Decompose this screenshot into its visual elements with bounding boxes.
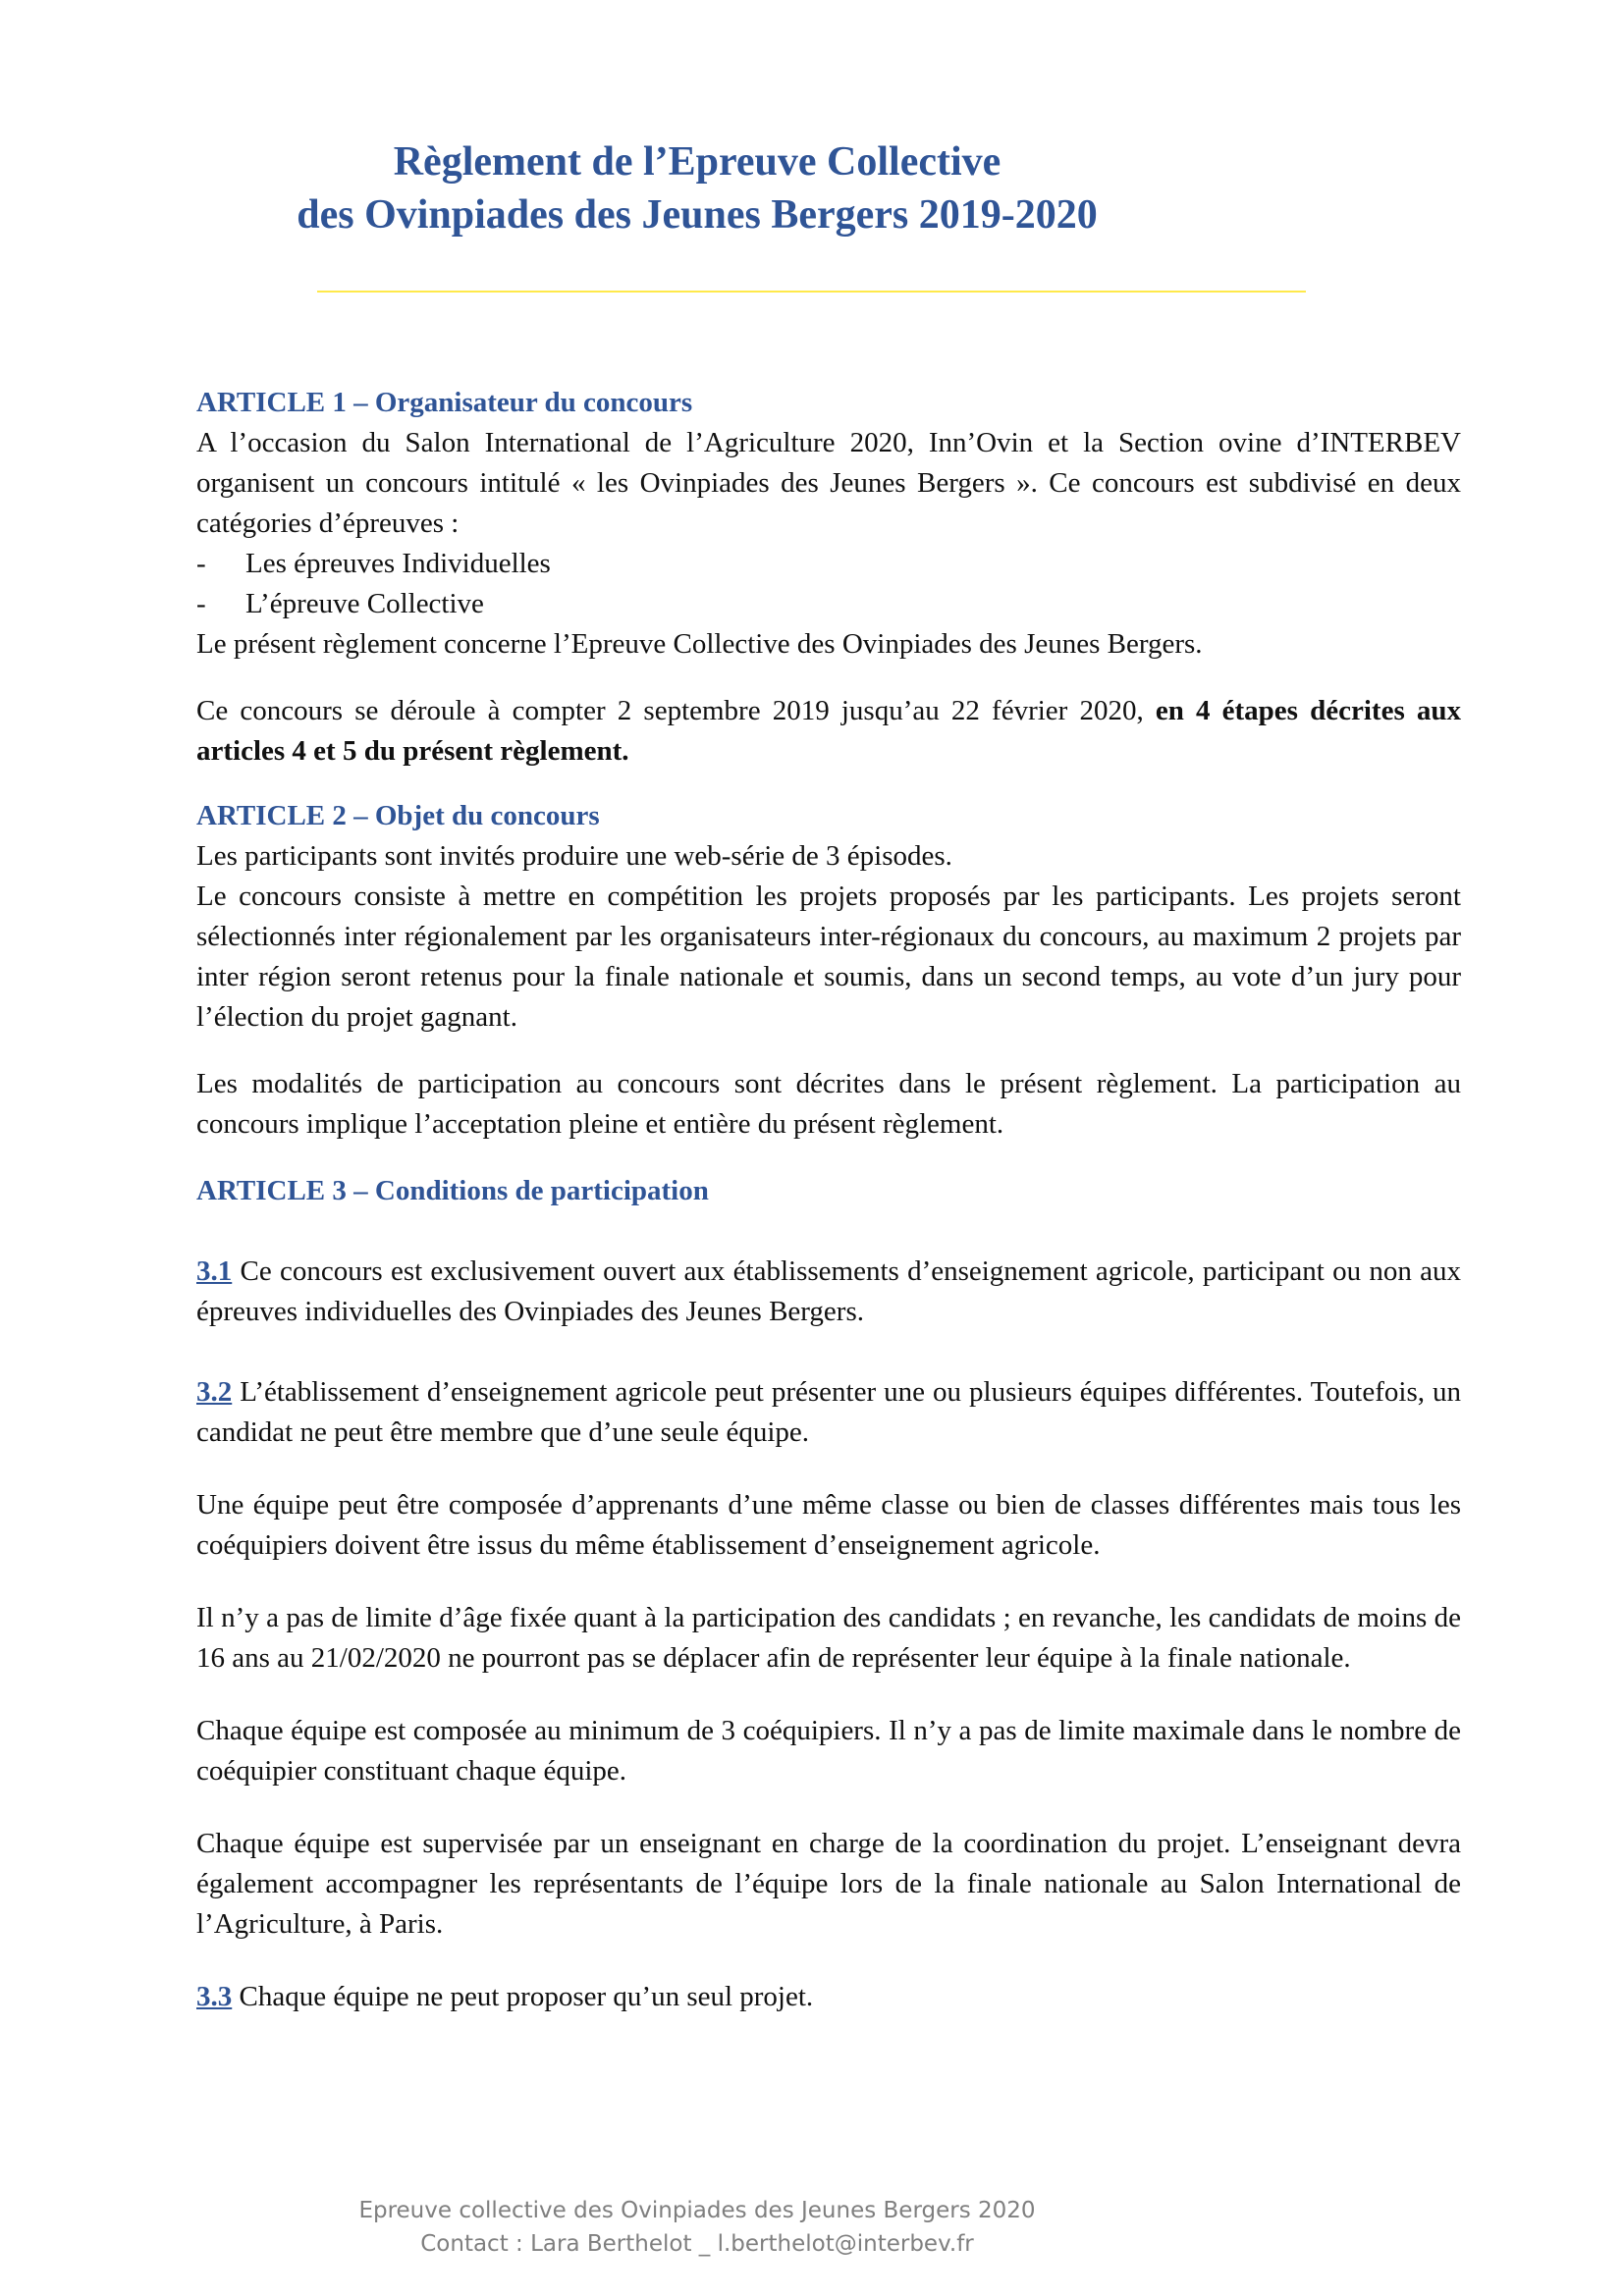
document-title [0,135,1394,241]
article-2-heading: ARTICLE 2 – Objet du concours [196,800,600,831]
list-item-text: Les épreuves Individuelles [245,548,551,579]
page-footer [0,2194,1394,2261]
footer-contact: Contact : Lara Berthelot _ l.berthelot@interbev.fr [420,2231,974,2257]
section-3-3 [196,1977,1461,2017]
team-composition-paragraph: Une équipe peut être composée d’apprenants d’une même classe ou bien de classes différentes mais tous les coéquipiers doivent être issus du même établissement d’enseignement agricole. [196,1489,1461,1561]
stages-text: en 4 étapes décrites aux articles 4 et 5 du présent règlement. [196,695,1461,767]
period-text: Ce concours se déroule à compter 2 septembre 2019 jusqu’au 22 février 2020, [196,695,1156,726]
document-body [196,383,1461,2017]
team-size-paragraph: Chaque équipe est composée au minimum de 3 coéquipiers. Il n’y a pas de limite maximale dans le nombre de coéquipier constituant chaque équipe. [196,1715,1461,1787]
article-2-paragraph-3: Les modalités de participation au concours sont décrites dans le présent règlement. La participation au concours implique l’acceptation pleine et entière du présent règlement. [196,1068,1461,1140]
article-1-paragraph-2: Le présent règlement concerne l’Epreuve Collective des Ovinpiades des Jeunes Bergers. [196,628,1203,660]
footer-title: Epreuve collective des Ovinpiades des Jeunes Bergers 2020 [358,2198,1036,2223]
section-3-1 [196,1252,1461,1332]
supervision-paragraph: Chaque équipe est supervisée par un enseignant en charge de la coordination du projet. L’enseignant devra également accompagner les représentants de l’équipe lors de la finale nationale au Salon International de l’Agriculture, à Paris. [196,1828,1461,1940]
article-2-paragraph-1: Les participants sont invités produire une web-série de 3 épisodes. [196,840,952,872]
title-divider [317,291,1306,293]
title-line-2: des Ovinpiades des Jeunes Bergers 2019-2020 [297,192,1098,238]
article-3-heading: ARTICLE 3 – Conditions de participation [196,1175,709,1206]
list-item [196,584,1461,624]
title-line-1: Règlement de l’Epreuve Collective [393,139,1001,185]
section-3-1-text: Ce concours est exclusivement ouvert aux établissements d’enseignement agricole, participant ou non aux épreuves individuelles des Ovinpiades des Jeunes Bergers. [196,1255,1461,1327]
section-3-3-text: Chaque équipe ne peut proposer qu’un seul projet. [232,1981,814,2012]
bullet-dash: - [196,548,206,579]
section-number-3-2[interactable]: 3.2 [196,1376,233,1408]
list-item-text: L’épreuve Collective [245,588,484,619]
age-limit-paragraph: Il n’y a pas de limite d’âge fixée quant à la participation des candidats ; en revanche, les candidats de moins de 16 ans au 21/02/2020 ne pourront pas se déplacer afin de représenter leur équipe à la finale nationale. [196,1602,1461,1674]
section-number-3-1[interactable]: 3.1 [196,1255,233,1287]
section-3-2-text: L’établissement d’enseignement agricole peut présenter une ou plusieurs équipes différentes. Toutefois, un candidat ne peut être membre que d’une seule équipe. [196,1376,1461,1448]
article-1-paragraph-1: A l’occasion du Salon International de l’Agriculture 2020, Inn’Ovin et la Section ovine d’INTERBEV organisent un concours intitulé « les Ovinpiades des Jeunes Bergers ». Ce concours est subdivisé en deux catégories d’épreuves : [196,427,1461,539]
list-item [196,544,1461,584]
bullet-dash: - [196,588,206,619]
article-1-heading: ARTICLE 1 – Organisateur du concours [196,387,693,418]
article-2-paragraph-2: Le concours consiste à mettre en compétition les projets proposés par les participants. Les projets seront sélectionnés inter régionalement par les organisateurs inter-régionaux du concours, au maximum 2 projets par inter région seront retenus pour la finale nationale et soumis, dans un second temps, au vote d’un jury pour l’élection du projet gagnant. [196,881,1461,1033]
article-1-paragraph-3 [196,691,1461,772]
section-3-2 [196,1372,1461,1453]
section-number-3-3[interactable]: 3.3 [196,1981,233,2012]
